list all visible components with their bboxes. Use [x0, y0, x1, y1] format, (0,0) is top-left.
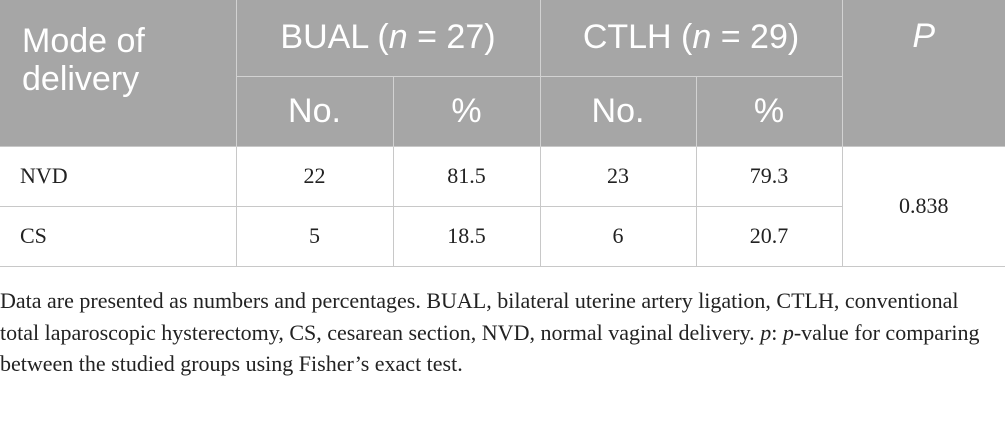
cell-nvd-ctlh-no: 23 — [540, 146, 696, 206]
bual-n-count: = 27) — [407, 18, 496, 57]
mode-of-delivery-header: Mode of delivery — [0, 0, 236, 146]
ctlh-percent-header: % — [696, 76, 842, 146]
bual-group-header: BUAL (n = 27) — [236, 0, 540, 76]
table-row-nvd — [0, 146, 1005, 206]
footnote-p-separator: : — [771, 319, 783, 345]
footnote-p-symbol-2: p — [782, 319, 794, 345]
p-value-header — [842, 0, 1005, 146]
cell-cs-ctlh-no: 6 — [540, 206, 696, 266]
row-label-nvd: NVD — [0, 146, 236, 206]
cell-nvd-bual-percent: 81.5 — [393, 146, 540, 206]
footnote-tail: -value for comparing between the studied groups using Fisher’s exact test. — [0, 319, 980, 376]
bual-group-name: BUAL — [280, 18, 368, 57]
cell-nvd-ctlh-percent: 79.3 — [696, 146, 842, 206]
header-row-groups — [0, 0, 1005, 76]
cell-cs-ctlh-percent: 20.7 — [696, 206, 842, 266]
cell-nvd-bual-no: 22 — [236, 146, 393, 206]
table-footnote — [0, 285, 990, 380]
footnote-main: Data are presented as numbers and percentages. BUAL, bilateral uterine artery ligation, CTLH, conventional total laparoscopic hysterectomy, CS, cesarean section, NVD, normal vaginal delivery. — [0, 288, 959, 345]
row-label-cs: CS — [0, 206, 236, 266]
p-header-label: P — [912, 17, 936, 55]
ctlh-n-symbol: n — [692, 18, 712, 57]
ctlh-group-name: CTLH — [582, 18, 672, 57]
cell-cs-bual-percent: 18.5 — [393, 206, 540, 266]
footnote-p-symbol: p — [760, 319, 772, 345]
ctlh-n-count: = 29) — [711, 18, 800, 57]
bual-no-header: No. — [236, 76, 393, 146]
bual-percent-header: % — [393, 76, 540, 146]
p-value-cell: 0.838 — [842, 146, 1005, 266]
ctlh-group-header: CTLH (n = 29) — [540, 0, 842, 76]
bual-n-symbol: n — [388, 18, 408, 57]
ctlh-no-header: No. — [540, 76, 696, 146]
cell-cs-bual-no: 5 — [236, 206, 393, 266]
